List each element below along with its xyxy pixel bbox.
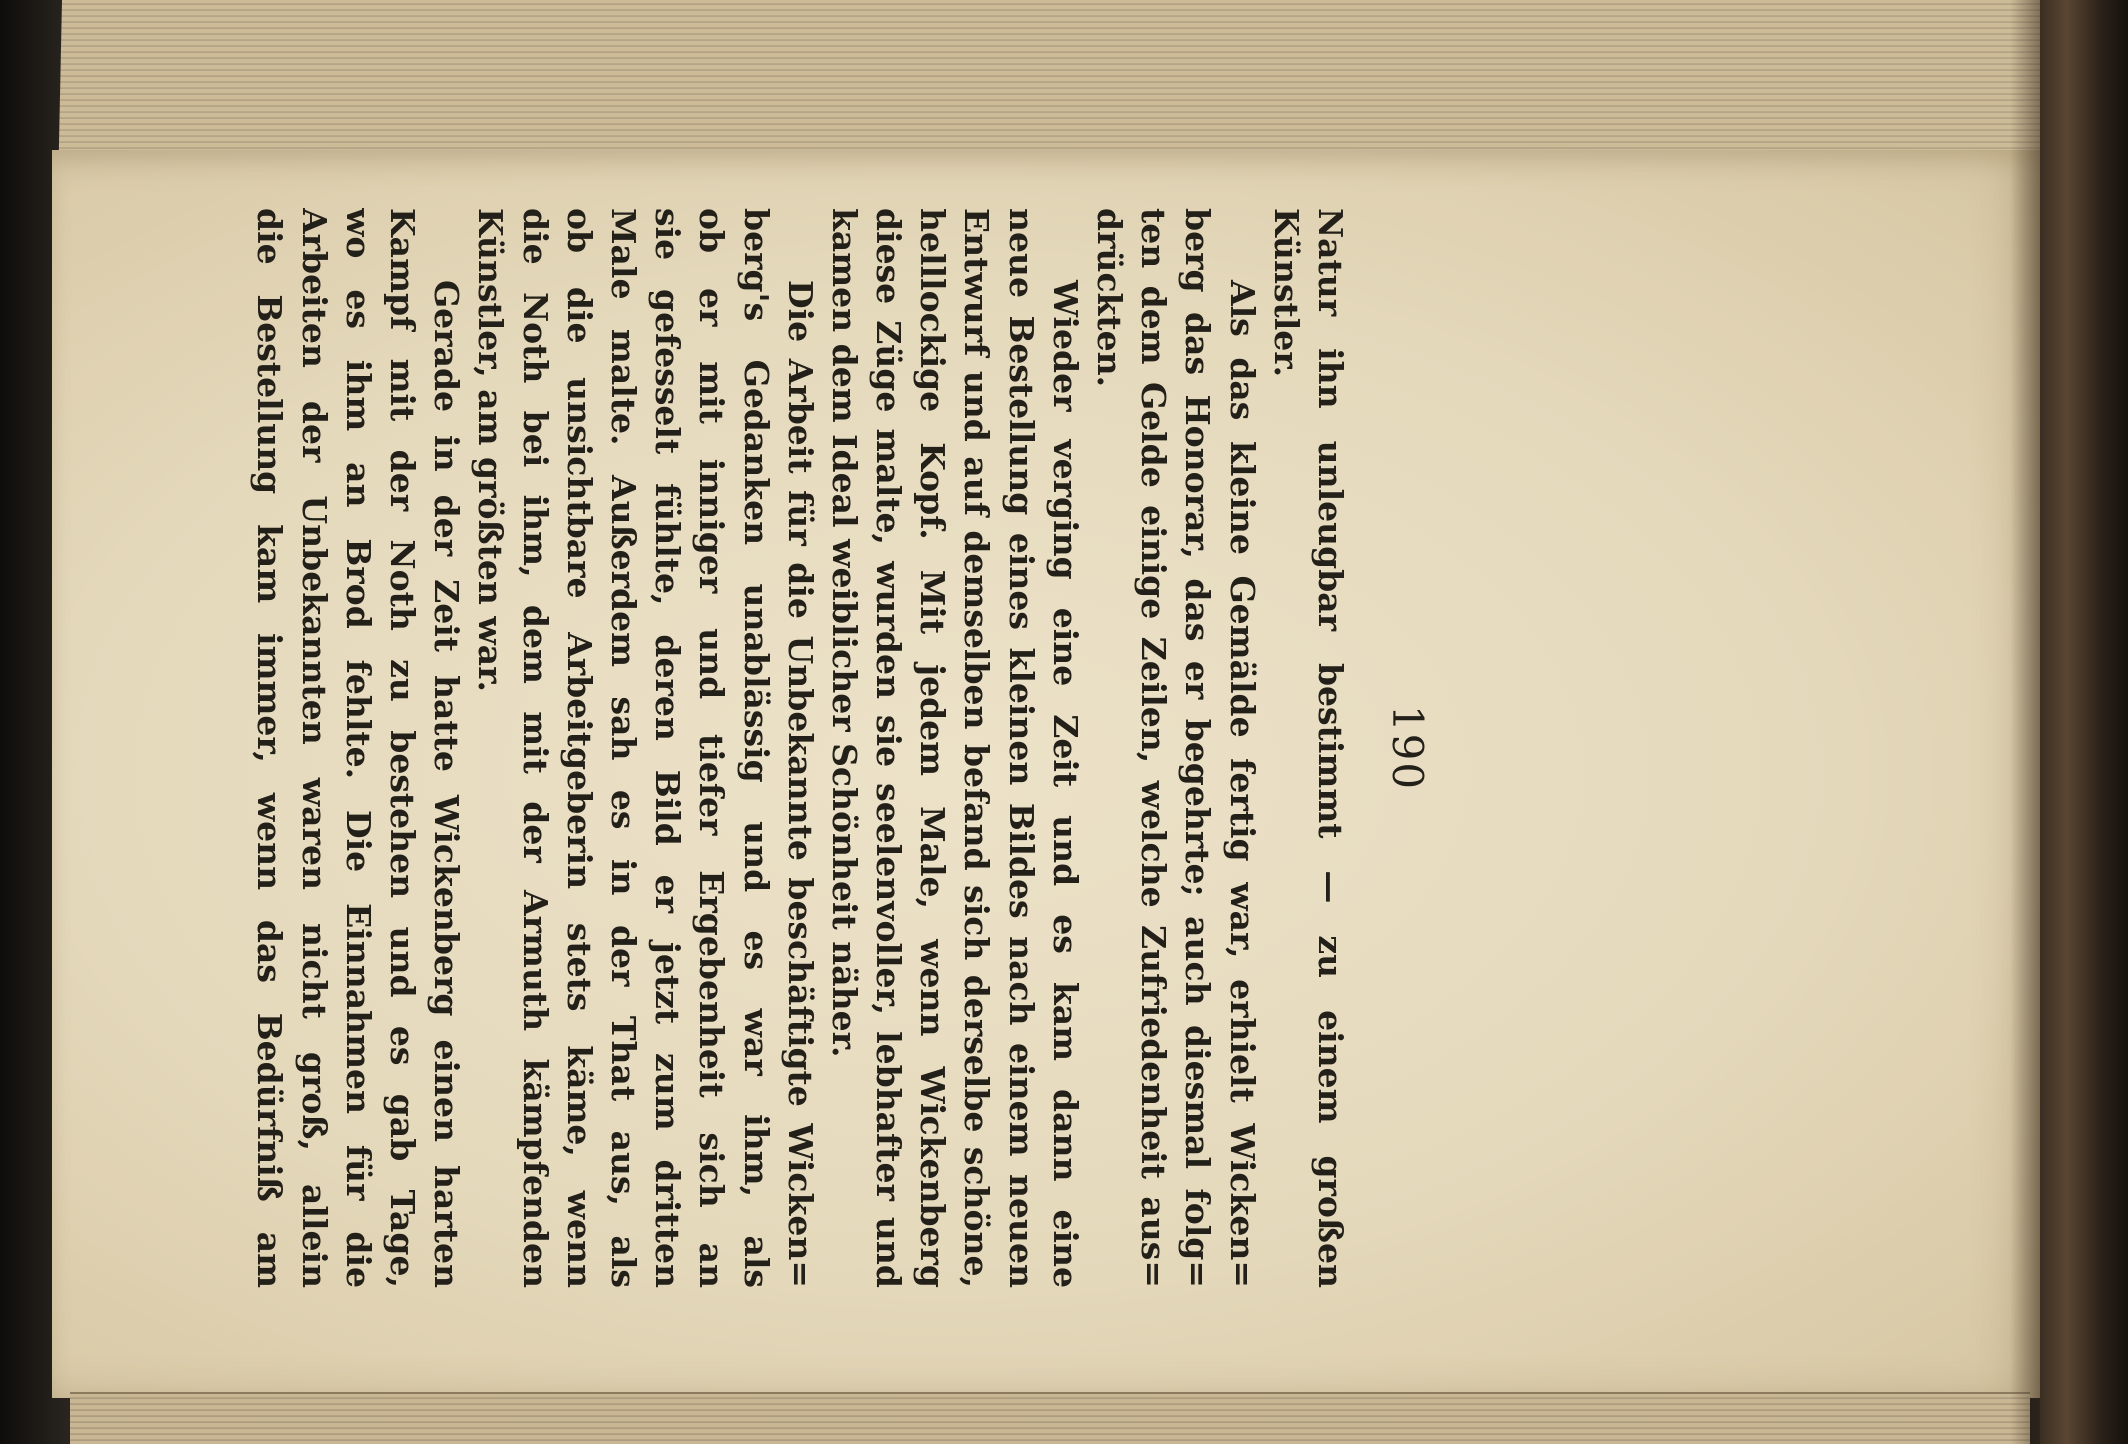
page-text-block: [250, 208, 1432, 1288]
text-line: drückten.: [1090, 208, 1130, 388]
text-line: Natur ihn unleugbar bestimmt — zu einem großen: [1311, 208, 1350, 1288]
text-lines: [247, 208, 1352, 1288]
text-line: neue Bestellung eines kleinen Bildes nach einem neuen: [1001, 208, 1041, 1288]
text-line: die Noth bei ihm, dem mit der Armuth kämpfenden: [515, 208, 555, 1288]
text-line: berg's Gedanken unablässig und es war ihm, als: [736, 208, 776, 1288]
text-line: ob die unsichtbare Arbeitgeberin stets käme, wenn: [559, 208, 599, 1288]
text-line: Male malte. Außerdem sah es in der That aus, als: [604, 208, 643, 1288]
text-line: Gerade in der Zeit hatte Wickenberg einen harten: [427, 280, 467, 1288]
text-line: Arbeiten der Unbekannten waren nicht groß, allein: [294, 208, 334, 1288]
text-line: Künstler, am größten war.: [471, 208, 511, 692]
text-line: kamen dem Ideal weiblicher Schönheit näher.: [824, 208, 864, 1058]
text-line: Entwurf und auf demselben befand sich derselbe schöne,: [957, 208, 997, 1288]
text-line: Die Arbeit für die Unbekannte beschäftigte Wicken=: [780, 280, 820, 1288]
text-line: wo es ihm an Brod fehlte. Die Einnahmen für die: [338, 208, 378, 1288]
text-line: Künstler.: [1266, 208, 1306, 378]
text-line: Kampf mit der Noth zu bestehen und es gab Tage,: [383, 208, 423, 1288]
page-number: 190: [1383, 704, 1432, 792]
text-line: sie gefesselt fühlte, deren Bild er jetzt zum dritten: [648, 208, 688, 1288]
book-binding: [2040, 0, 2128, 1444]
page-edges-top: [59, 0, 2052, 152]
text-line: Wieder verging eine Zeit und es kam dann eine: [1045, 280, 1085, 1288]
text-line: ob er mit inniger und tiefer Ergebenheit sich an: [692, 208, 732, 1288]
text-line: die Bestellung kam immer, wenn das Bedürfniß am: [250, 208, 290, 1288]
text-line: helllockige Kopf. Mit jedem Male, wenn Wickenberg: [913, 208, 953, 1288]
text-line: Als das kleine Gemälde fertig war, erhielt Wicken=: [1222, 280, 1262, 1288]
text-line: ten dem Gelde einige Zeilen, welche Zufriedenheit aus=: [1134, 208, 1174, 1288]
text-line: berg das Honorar, das er begehrte; auch diesmal folg=: [1178, 208, 1218, 1288]
page-edges-bottom: [70, 1392, 2030, 1444]
text-line: diese Züge malte, wurden sie seelenvoller, lebhafter und: [869, 208, 909, 1288]
